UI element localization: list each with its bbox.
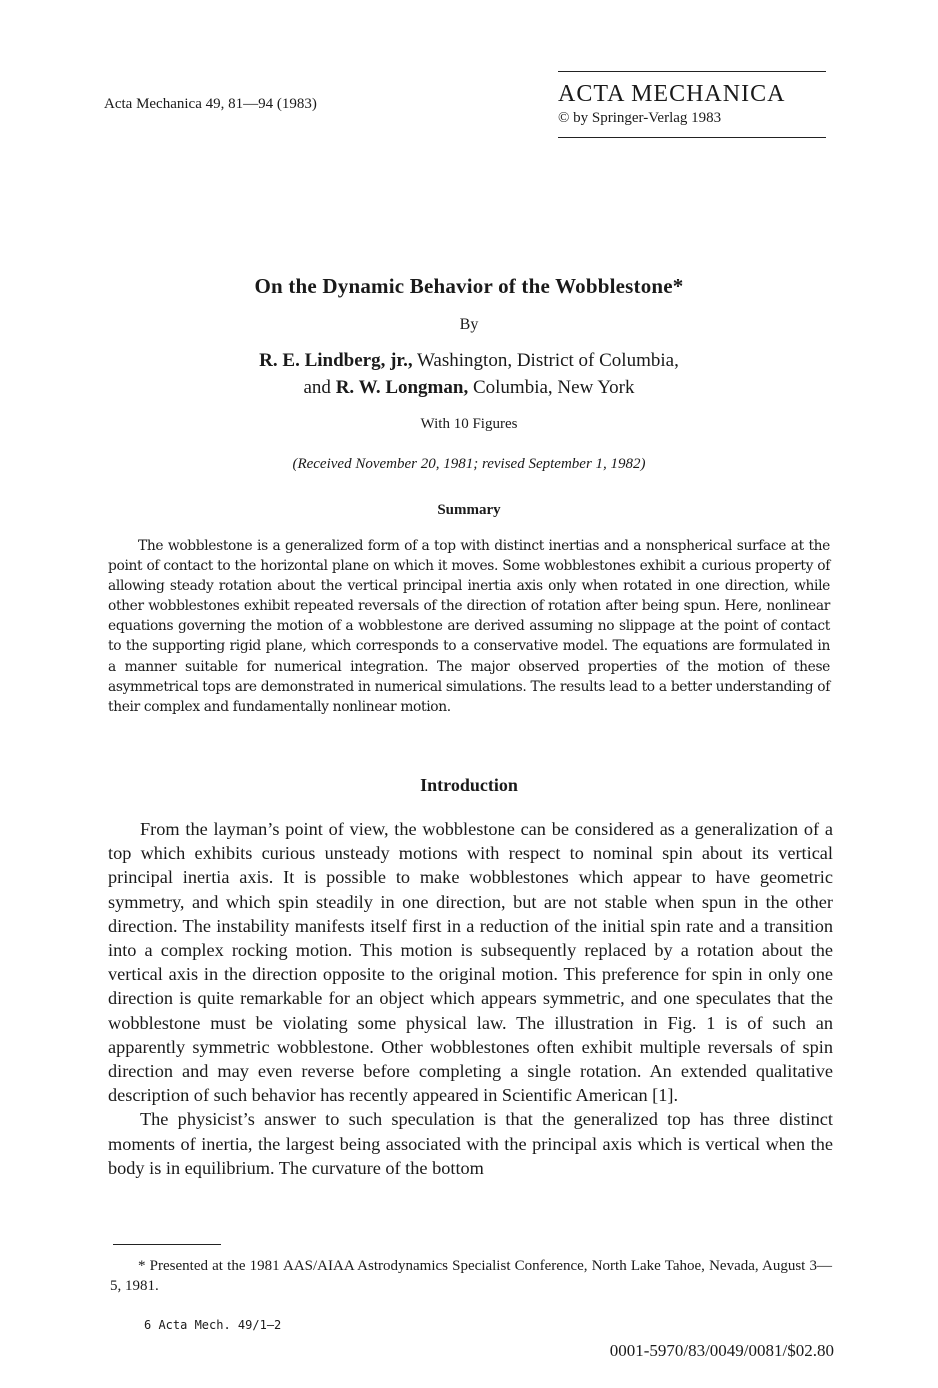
introduction-paragraph-2: The physicist’s answer to such speculation is that the generalized top has three distinct moments of inertia, the largest being associated with the principal axis which is vertical when the body is in equilibrium. The curvature of the bottom: [108, 1109, 833, 1178]
copyright-line: © by Springer-Verlag 1983: [558, 110, 722, 126]
author-1-location: Washington, District of Columbia,: [412, 350, 679, 371]
journal-name: ACTA MECHANICA: [558, 81, 786, 107]
masthead-bottom-rule: [558, 137, 826, 138]
introduction-heading: Introduction: [420, 775, 518, 795]
issn-code: 0001-5970/83/0049/0081/$02.80: [609, 1341, 834, 1360]
by-line: By: [459, 316, 479, 333]
summary-text: The wobblestone is a generalized form of a top with distinct inertias and a nonspherical surface at the point of contact to the horizontal plane on which it moves. Some wobblestones exhibit a curious property of allowing steady rotation about the vertical principal inertia axis only when rotated in one direction, while other wobblestones exhibit repeated reversals of the direction of rotation after being spun. Here, nonlinear equations governing the motion of a wobblestone are derived assuming no slippage at the point of contact to the supporting rigid plane, which corresponds to a conservative model. The equations are formulated in a manner suitable for numerical integration. The major observed properties of the motion of these asymmetrical tops are demonstrated in numerical simulations. The results lead to a better understanding of their complex and fundamentally nonlinear motion.: [108, 538, 830, 715]
page-reference: 6 Acta Mech. 49/1—2: [144, 1318, 282, 1332]
author-1-name: R. E. Lindberg, jr.,: [259, 350, 413, 371]
summary-heading: Summary: [437, 502, 501, 518]
author-block: [108, 347, 830, 401]
author-line-1: [108, 347, 830, 374]
introduction-paragraph-1: From the layman’s point of view, the wobblestone can be considered as a generalization of a top which exhibits curious unsteady motions with respect to nominal spin about its vertical principal inertia axis. It is possible to make wobblestones which appear to have geometric symmetry, and which spin steadily in one direction, but are not stable when spun in the other direction. The instability manifests itself first in a reduction of the initial spin rate and a transition into a complex rocking motion. This motion is subsequently replaced by a rotation about the vertical axis in the direction opposite to the original motion. This preference for spin in only one direction is quite remarkable for an object which appears symmetric, and one speculates that the wobblestone must be violating some physical law. The illustration in Fig. 1 is of such an apparently symmetric wobblestone. Other wobblestones often exhibit multiple reversals of spin direction and may even reverse before completing a single rotation. An extended qualitative description of such behavior has recently appeared in Scientific American [1].: [108, 819, 833, 1106]
introduction-body: [108, 817, 833, 1180]
author-2-prefix: and: [303, 377, 336, 398]
author-line-2: [108, 374, 830, 401]
journal-citation: Acta Mechanica 49, 81—94 (1983): [104, 96, 317, 112]
masthead-top-rule: [558, 71, 826, 72]
article-title: On the Dynamic Behavior of the Wobblestone*: [254, 274, 684, 298]
author-2-name: R. W. Longman,: [335, 377, 469, 398]
journal-masthead: [558, 71, 826, 138]
figures-note: With 10 Figures: [420, 416, 518, 432]
footnote-rule: [113, 1244, 221, 1245]
author-2-location: Columbia, New York: [468, 377, 635, 398]
received-dates: (Received November 20, 1981; revised September 1, 1982): [292, 456, 646, 472]
footnote: * Presented at the 1981 AAS/AIAA Astrodynamics Specialist Conference, North Lake Tahoe, Nevada, August 3—5, 1981.: [110, 1258, 832, 1294]
